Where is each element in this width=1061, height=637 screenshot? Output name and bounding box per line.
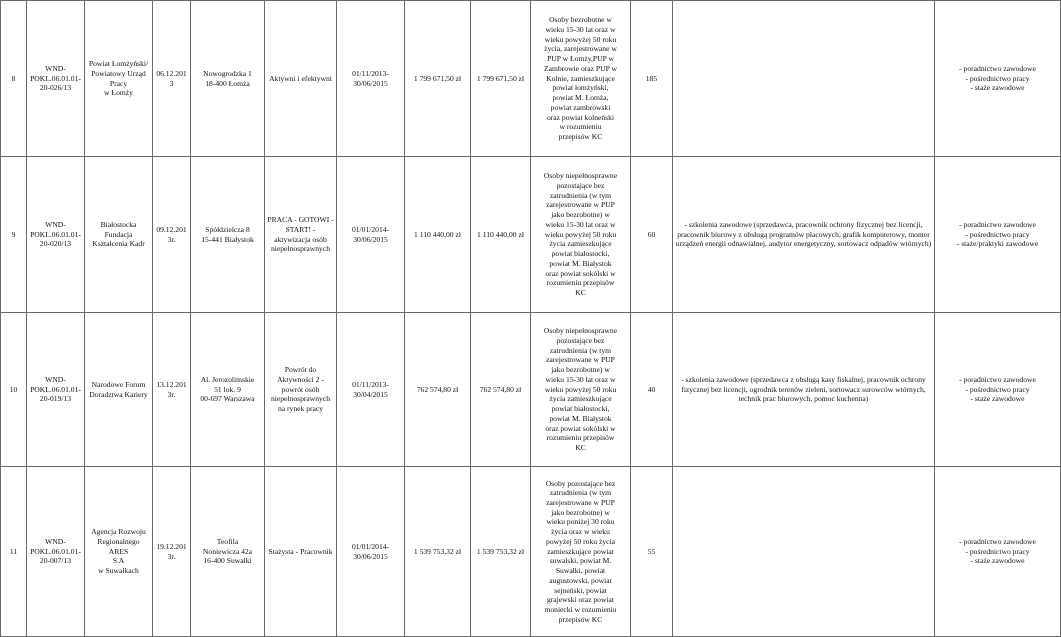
beneficiary-name: Białostocka Fundacja Kształcenia Kadr: [85, 157, 153, 313]
project-value: 1 539 753,32 zł: [405, 467, 471, 637]
row-number: 8: [1, 1, 27, 157]
cofinancing-value: 762 574,80 zł: [471, 313, 531, 467]
table-row: [1, 1, 1061, 157]
project-period: 01/01/2014- 30/06/2015: [337, 467, 405, 637]
project-title: PRACA - GOTOWI - START! - aktywizacja osób niepełnosprawnych: [265, 157, 337, 313]
beneficiary-name: Powiat Łomżyński/ Powiatowy Urząd Pracy w Łomży: [85, 1, 153, 157]
agreement-date: 19.12.2013r.: [153, 467, 191, 637]
cofinancing-value: 1 110 440,00 zł: [471, 157, 531, 313]
table-row: [1, 157, 1061, 313]
project-title: Stażysta - Pracownik: [265, 467, 337, 637]
agreement-date: 09.12.2013r.: [153, 157, 191, 313]
training-description: [673, 467, 935, 637]
row-number: 11: [1, 467, 27, 637]
support-forms: - poradnictwo zawodowe - pośrednictwo pracy - staże zawodowe: [935, 313, 1061, 467]
table-row: [1, 313, 1061, 467]
application-number: WND- POKL.06.01.01- 20-026/13: [27, 1, 85, 157]
row-number: 9: [1, 157, 27, 313]
table-row: [1, 467, 1061, 637]
project-period: 01/11/2013- 30/06/2015: [337, 1, 405, 157]
target-group: Osoby bezrobotne w wieku 15-30 lat oraz w wieku powyżej 50 roku życia, zarejestrowane w PUP w Łomży,PUP w Zambrowie oraz PUP w Kolnie, zamieszkujące powiat łomżyński, powiat M. Łomża, powiat zambrowski oraz powiat kolneński w rozumieniu przepisów KC: [531, 1, 631, 157]
training-description: - szkolenia zawodowe (sprzedawca z obsługą kasy fiskalnej, pracownik ochrony fizycznej bez licencji, ogrodnik terenów zieleni, sortowacz surowców wtórnych, technik prac biurowych, pomoc kuchenna): [673, 313, 935, 467]
target-group: Osoby niepełnosprawne pozostające bez zatrudnienia (w tym zarejestrowane w PUP jako bezrobotne) w wieku 15-30 lat oraz w wieku powyżej 50 roku życia zamieszkujące powiat białostocki, powiat M. Białystok oraz powiat sokólski w rozumieniu przepisów KC: [531, 157, 631, 313]
application-number: WND- POKL.06.01.01- 20-007/13: [27, 467, 85, 637]
training-description: [673, 1, 935, 157]
beneficiary-name: Narodowe Forum Doradztwa Kariery: [85, 313, 153, 467]
participants-count: 55: [631, 467, 673, 637]
beneficiary-address: Teofila Noniewicza 42a 16-400 Suwałki: [191, 467, 265, 637]
project-value: 1 799 671,50 zł: [405, 1, 471, 157]
participants-count: 60: [631, 157, 673, 313]
agreement-date: 13.12.2013r.: [153, 313, 191, 467]
beneficiary-name: Agencja Rozwoju Regionalnego ARES S.A w Suwałkach: [85, 467, 153, 637]
participants-count: 185: [631, 1, 673, 157]
support-forms: - poradnictwo zawodowe - pośrednictwo pracy - staże zawodowe: [935, 1, 1061, 157]
project-period: 01/11/2013- 30/04/2015: [337, 313, 405, 467]
support-forms: - poradnictwo zawodowe - pośrednictwo pracy - staże/praktyki zawodowe: [935, 157, 1061, 313]
project-value: 1 110 440,00 zł: [405, 157, 471, 313]
beneficiary-address: Spółdzielcza 8 15-441 Białystok: [191, 157, 265, 313]
application-number: WND- POKL.06.01.01- 20-020/13: [27, 157, 85, 313]
application-number: WND- POKL.06.01.01- 20-019/13: [27, 313, 85, 467]
project-period: 01/01/2014- 30/06/2015: [337, 157, 405, 313]
participants-count: 40: [631, 313, 673, 467]
beneficiary-address: Al. Jerozolimskie 51 lok. 9 00-697 Warszawa: [191, 313, 265, 467]
support-forms: - poradnictwo zawodowe - pośrednictwo pracy - staże zawodowe: [935, 467, 1061, 637]
row-number: 10: [1, 313, 27, 467]
target-group: Osoby niepełnosprawne pozostające bez zatrudnienia (w tym zarejestrowane w PUP jako bezrobotne) w wieku 15-30 lat oraz w wieku powyżej 50 roku życia zamieszkujące powiat białostocki, powiat M. Białystok oraz powiat sokólski w rozumieniu przepisów KC: [531, 313, 631, 467]
project-value: 762 574,80 zł: [405, 313, 471, 467]
cofinancing-value: 1 799 671,50 zł: [471, 1, 531, 157]
beneficiary-address: Nowogrodzka 1 18-400 Łomża: [191, 1, 265, 157]
project-title: Aktywni i efektywni: [265, 1, 337, 157]
project-title: Powrót do Aktywności 2 - powrót osób niepełnosprawnych na rynek pracy: [265, 313, 337, 467]
training-description: - szkolenia zawodowe (sprzedawca, pracownik ochrony fizycznej bez licencji, pracownik biurowy z obsługą programów płacowych, grafik komputerowy, monter urządzeń energii odnawialnej, audytor energetyczny, sortowacz odpadów wtórnych): [673, 157, 935, 313]
target-group: Osoby pozostające bez zatrudnienia (w tym zarejestrowane w PUP jako bezrobotne) w wieku poniżej 30 roku życia oraz w wieku powyżej 50 roku życia zamieszkujące powiat suwalski, powiat M. Suwałki, powiat augustowski, powiat sejneński, powiat grajewski oraz powiat moniecki w rozumieniu przepisów KC: [531, 467, 631, 637]
agreement-date: 06.12.2013: [153, 1, 191, 157]
cofinancing-value: 1 539 753,32 zł: [471, 467, 531, 637]
